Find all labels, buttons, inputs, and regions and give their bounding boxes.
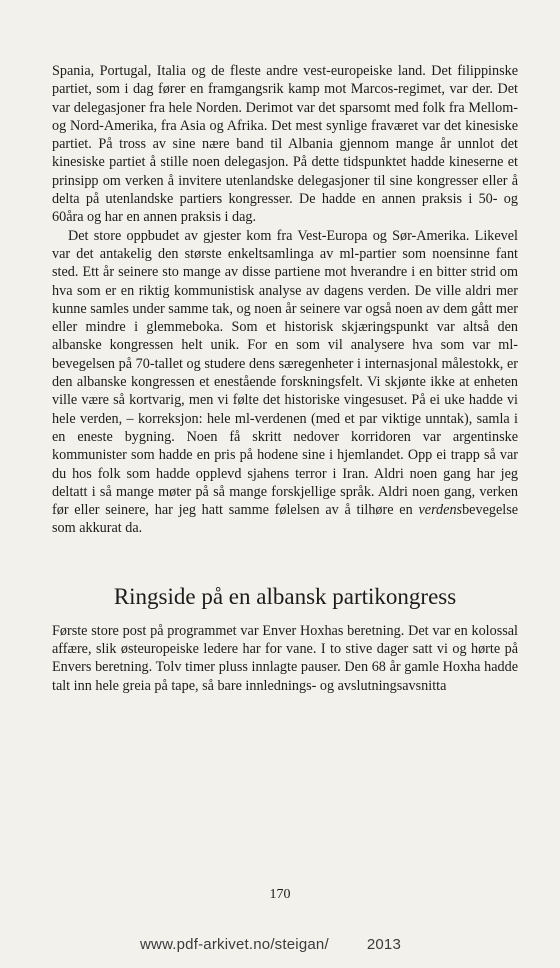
page-content [52,62,518,695]
section-paragraph: Første store post på programmet var Enver Hoxhas beretning. Det var en kolossal affære, slik østeuropeiske ledere har for vane. I to stive dager satt vi og hørte på Envers beretning. Tolv timer pluss innlagte pauser. Den 68 år gamle Hoxha hadde talt inn hele greia på tape, så bare innlednings- og avslutningsavsnitta [52,622,518,694]
body-text [52,62,518,538]
section-heading: Ringside på en albansk partikongress [113,583,457,609]
watermark-year: 2013 [366,936,401,953]
page-number: 170 [269,887,291,902]
paragraph-2 [52,227,518,538]
paragraph-2-italic: verdens [418,502,463,519]
watermark-url: www.pdf-arkivet.no/steigan/ [140,936,329,953]
paragraph-2-tail: bevegelse som akkurat da. [52,502,519,537]
paragraph-2-main: Det store oppbudet av gjester kom fra Vest-Europa og Sør-Amerika. Likevel var det antakelig den største enkeltsamlinga av ml-partier som noensinne fant sted. Ett år seinere sto mange av disse partiene mot hverandre i en bitter strid om hva som er en riktig kommunistisk analyse av dagens verden. De ville aldri mer kunne samles under samme tak, og noen år seinere var også noen av dem gått mer eller mindre i glemmeboka. Som et historisk skjæringspunkt var altså den albanske kongressen helt unik. For en som vil analysere hva som var ml-bevegelsen på 70-tallet og studere dens særegenheter i internasjonal målestokk, er den albanske kongressen et enestående forskningsfelt. Vi skjønte ikke at enheten ville være så kortvarig, men vi følte det historiske vingesuset. På ei uke hadde vi hele verden, – korreksjon: hele ml-verdenen (med et par viktige unntak), samla i en eneste bygning. Noen få skritt nedover korridoren var argentinske kommunister som hadde en pris på hodene sine i hjemlandet. Opp ei trapp så var du hos folk som hadde opplevd sjahens terror i Iran. Aldri noen gang har jeg deltatt i så mange møter på så mange forskjellige språk. Aldri noen gang, verken før eller seinere, har jeg hatt samme følelsen av å tilhøre en [52,227,518,519]
watermark [140,936,401,953]
section [52,582,518,695]
paragraph-1: Spania, Portugal, Italia og de fleste andre vest-europeiske land. Det filippinske partiet, som i dag fører en framgangsrik kamp mot Marcos-regimet, var der. Det var delegasjoner fra hele Norden. Derimot var det sparsomt med folk fra Mellom- og Nord-Amerika, fra Asia og Afrika. Det mest synlige fraværet var det kinesiske partiet. På tross av sine nære band til Albania gjennom mange år unnlot det kinesiske partiet å stille noen delegasjon. På dette tidspunktet hadde kineserne et prinsipp om verken å invitere utenlandske delegasjoner til sine kongresser eller å delta på utenlandske partiers kongresser. De hadde en annen praksis i 50- og 60åra og har en annen praksis i dag. [52,63,518,226]
